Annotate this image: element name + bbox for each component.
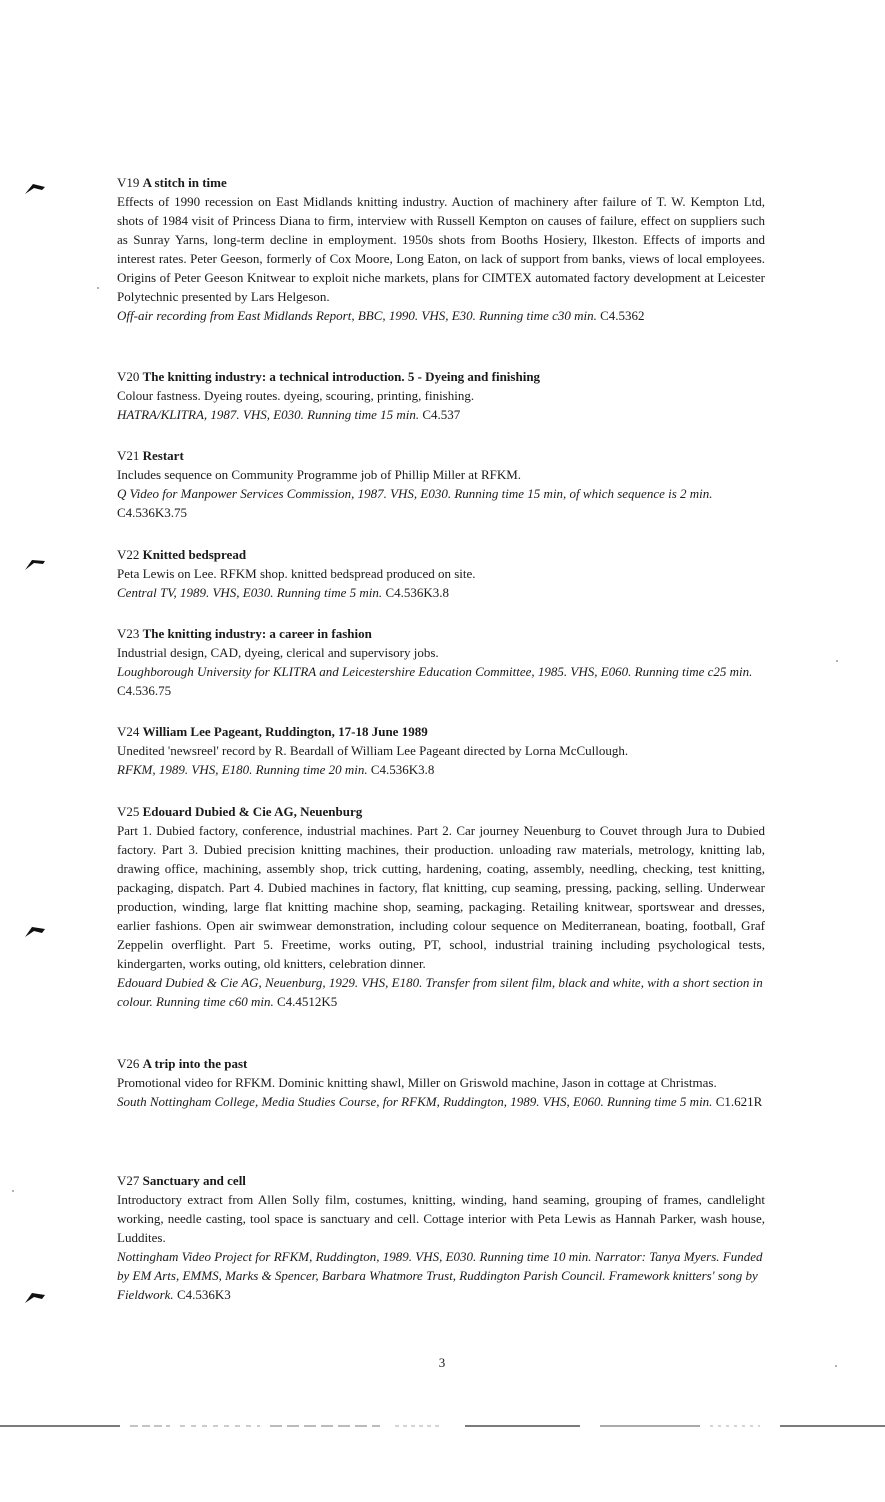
- entry-code: V20: [117, 369, 140, 384]
- catalogue-entry: [117, 446, 765, 522]
- scan-speck: [97, 287, 99, 289]
- entry-heading: [117, 367, 765, 386]
- entry-code: V24: [117, 724, 140, 739]
- catalogue-entry: [117, 624, 765, 700]
- catalogue-entry: [117, 722, 765, 779]
- entry-classmark: C4.4512K5: [276, 994, 338, 1009]
- entry-code: V23: [117, 626, 140, 641]
- entry-description: Part 1. Dubied factory, conference, industrial machines. Part 2. Car journey Neuenburg to Couvet through Jura to Dubied factory. Part 3. Dubied precision knitting machines, their production. unloading raw materials, metrology, knitting lab, drawing office, machining, assembly shop, trick cutting, hardening, coating, assembly, needling, checking, test knitting, packaging, dispatch. Part 4. Dubied machines in factory, flat knitting, cup seaming, pressing, packing, selling. Underwear production, winding, large flat knitting machine shop, seaming, packaging. Retailing knitwear, sportswear and dresses, earlier fashions. Open air swimwear demonstration, including colour sequence on Mediterranean, boating, football, Graf Zeppelin overflight. Part 5. Freetime, works outing, PT, school, industrial training including psychological tests, kindergarten, works outing, old knitters, celebration dinner.: [117, 823, 765, 971]
- entry-title: William Lee Pageant, Ruddington, 17-18 June 1989: [142, 724, 428, 739]
- entry-citation: Edouard Dubied & Cie AG, Neuenburg, 1929. VHS, E180. Transfer from silent film, black and white, with a short section in colour. Running time c60 min. C4.4512K5: [117, 975, 763, 1009]
- entry-code: V25: [117, 804, 140, 819]
- entry-description: Peta Lewis on Lee. RFKM shop. knitted bedspread produced on site.: [117, 566, 476, 581]
- entry-title: The knitting industry: a technical introduction. 5 - Dyeing and finishing: [142, 369, 541, 384]
- page-number: 3: [438, 1355, 446, 1370]
- entry-description: Introductory extract from Allen Solly film, costumes, knitting, winding, hand seaming, grouping of frames, candlelight working, needle casting, tool space is sanctuary and cell. Cottage interior with Peta Lewis as Hannah Parker, wash house, Luddites.: [117, 1192, 765, 1245]
- scan-speck: [12, 1190, 14, 1192]
- entry-title: Knitted bedspread: [142, 547, 247, 562]
- entry-heading: [117, 446, 765, 465]
- entry-title: The knitting industry: a career in fashion: [142, 626, 372, 641]
- entry-description: Industrial design, CAD, dyeing, clerical and supervisory jobs.: [117, 645, 439, 660]
- catalogue-entry: [117, 1054, 765, 1111]
- catalogue-entry: [117, 802, 765, 1011]
- entry-citation: Central TV, 1989. VHS, E030. Running time 5 min. C4.536K3.8: [117, 585, 449, 600]
- entry-title: Restart: [142, 448, 184, 463]
- entry-classmark: C1.621R: [715, 1094, 763, 1109]
- entry-classmark: C4.537: [422, 407, 461, 422]
- catalogue-entry: [117, 545, 765, 602]
- entry-classmark: C4.536K3.8: [370, 762, 435, 777]
- entry-code: V26: [117, 1056, 140, 1071]
- entry-code: V22: [117, 547, 140, 562]
- margin-mark: [24, 924, 46, 938]
- entry-citation: RFKM, 1989. VHS, E180. Running time 20 min. C4.536K3.8: [117, 762, 435, 777]
- margin-mark: [24, 181, 46, 195]
- entry-heading: [117, 624, 765, 643]
- entry-description: Colour fastness. Dyeing routes. dyeing, scouring, printing, finishing.: [117, 388, 475, 403]
- entry-citation: Loughborough University for KLITRA and Leicestershire Education Committee, 1985. VHS, E060. Running time c25 min. C4.536.75: [117, 664, 753, 698]
- entry-classmark: C4.536K3.75: [117, 505, 188, 520]
- entry-title: Sanctuary and cell: [142, 1173, 246, 1188]
- entry-citation: South Nottingham College, Media Studies Course, for RFKM, Ruddington, 1989. VHS, E060. Running time 5 min. C1.621R: [117, 1094, 763, 1109]
- margin-mark: [24, 557, 46, 571]
- entry-code: V27: [117, 1173, 140, 1188]
- entry-citation: HATRA/KLITRA, 1987. VHS, E030. Running time 15 min. C4.537: [117, 407, 461, 422]
- entry-classmark: C4.536K3.8: [385, 585, 449, 600]
- entry-heading: [117, 1171, 765, 1190]
- entry-heading: [117, 545, 765, 564]
- entry-title: A stitch in time: [142, 175, 227, 190]
- catalogue-entry: [117, 173, 765, 325]
- entry-classmark: C4.5362: [600, 308, 645, 323]
- entry-code: V21: [117, 448, 140, 463]
- entry-citation: Q Video for Manpower Services Commission, 1987. VHS, E030. Running time 15 min, of which sequence is 2 min. C4.536K3.75: [117, 486, 713, 520]
- entry-classmark: C4.536.75: [117, 683, 172, 698]
- entry-heading: [117, 1054, 765, 1073]
- entry-description: Unedited 'newsreel' record by R. Beardall of William Lee Pageant directed by Lorna McCullough.: [117, 743, 629, 758]
- scan-edge-line: [0, 1416, 885, 1422]
- catalogue-entry: [117, 1171, 765, 1304]
- entry-heading: [117, 173, 765, 192]
- entry-description: Includes sequence on Community Programme job of Phillip Miller at RFKM.: [117, 467, 522, 482]
- catalogue-entry: [117, 367, 765, 424]
- scan-speck: [836, 660, 838, 662]
- entry-heading: [117, 722, 765, 741]
- entry-description: Effects of 1990 recession on East Midlands knitting industry. Auction of machinery after failure of T. W. Kempton Ltd, shots of 1984 visit of Princess Diana to firm, interview with Russell Kempton on causes of failure, effect on suppliers such as Sunray Yarns, long-term decline in employment. 1950s shots from Booths Hosiery, Ilkeston. Effects of imports and interest rates. Peter Geeson, formerly of Cox Moore, Long Eaton, on lack of support from banks, views of local employees. Origins of Peter Geeson Knitwear to exploit niche markets, plans for CIMTEX automated factory development at Leicester Polytechnic presented by Lars Helgeson.: [117, 194, 765, 304]
- entry-heading: [117, 802, 765, 821]
- entry-description: Promotional video for RFKM. Dominic knitting shawl, Miller on Griswold machine, Jason in cottage at Christmas.: [117, 1075, 717, 1090]
- scan-speck: [835, 1365, 837, 1367]
- entry-title: A trip into the past: [142, 1056, 248, 1071]
- entry-citation: Nottingham Video Project for RFKM, Ruddington, 1989. VHS, E030. Running time 10 min. Narrator: Tanya Myers. Funded by EM Arts, EMMS, Marks & Spencer, Barbara Whatmore Trust, Ruddington Parish Council. Framework knitters' song by Fieldwork. C4.536K3: [117, 1249, 763, 1302]
- entry-classmark: C4.536K3: [176, 1287, 231, 1302]
- entry-title: Edouard Dubied & Cie AG, Neuenburg: [142, 804, 363, 819]
- margin-mark: [24, 1290, 46, 1304]
- entry-code: V19: [117, 175, 140, 190]
- entry-citation: Off-air recording from East Midlands Report, BBC, 1990. VHS, E30. Running time c30 min. C4.5362: [117, 308, 645, 323]
